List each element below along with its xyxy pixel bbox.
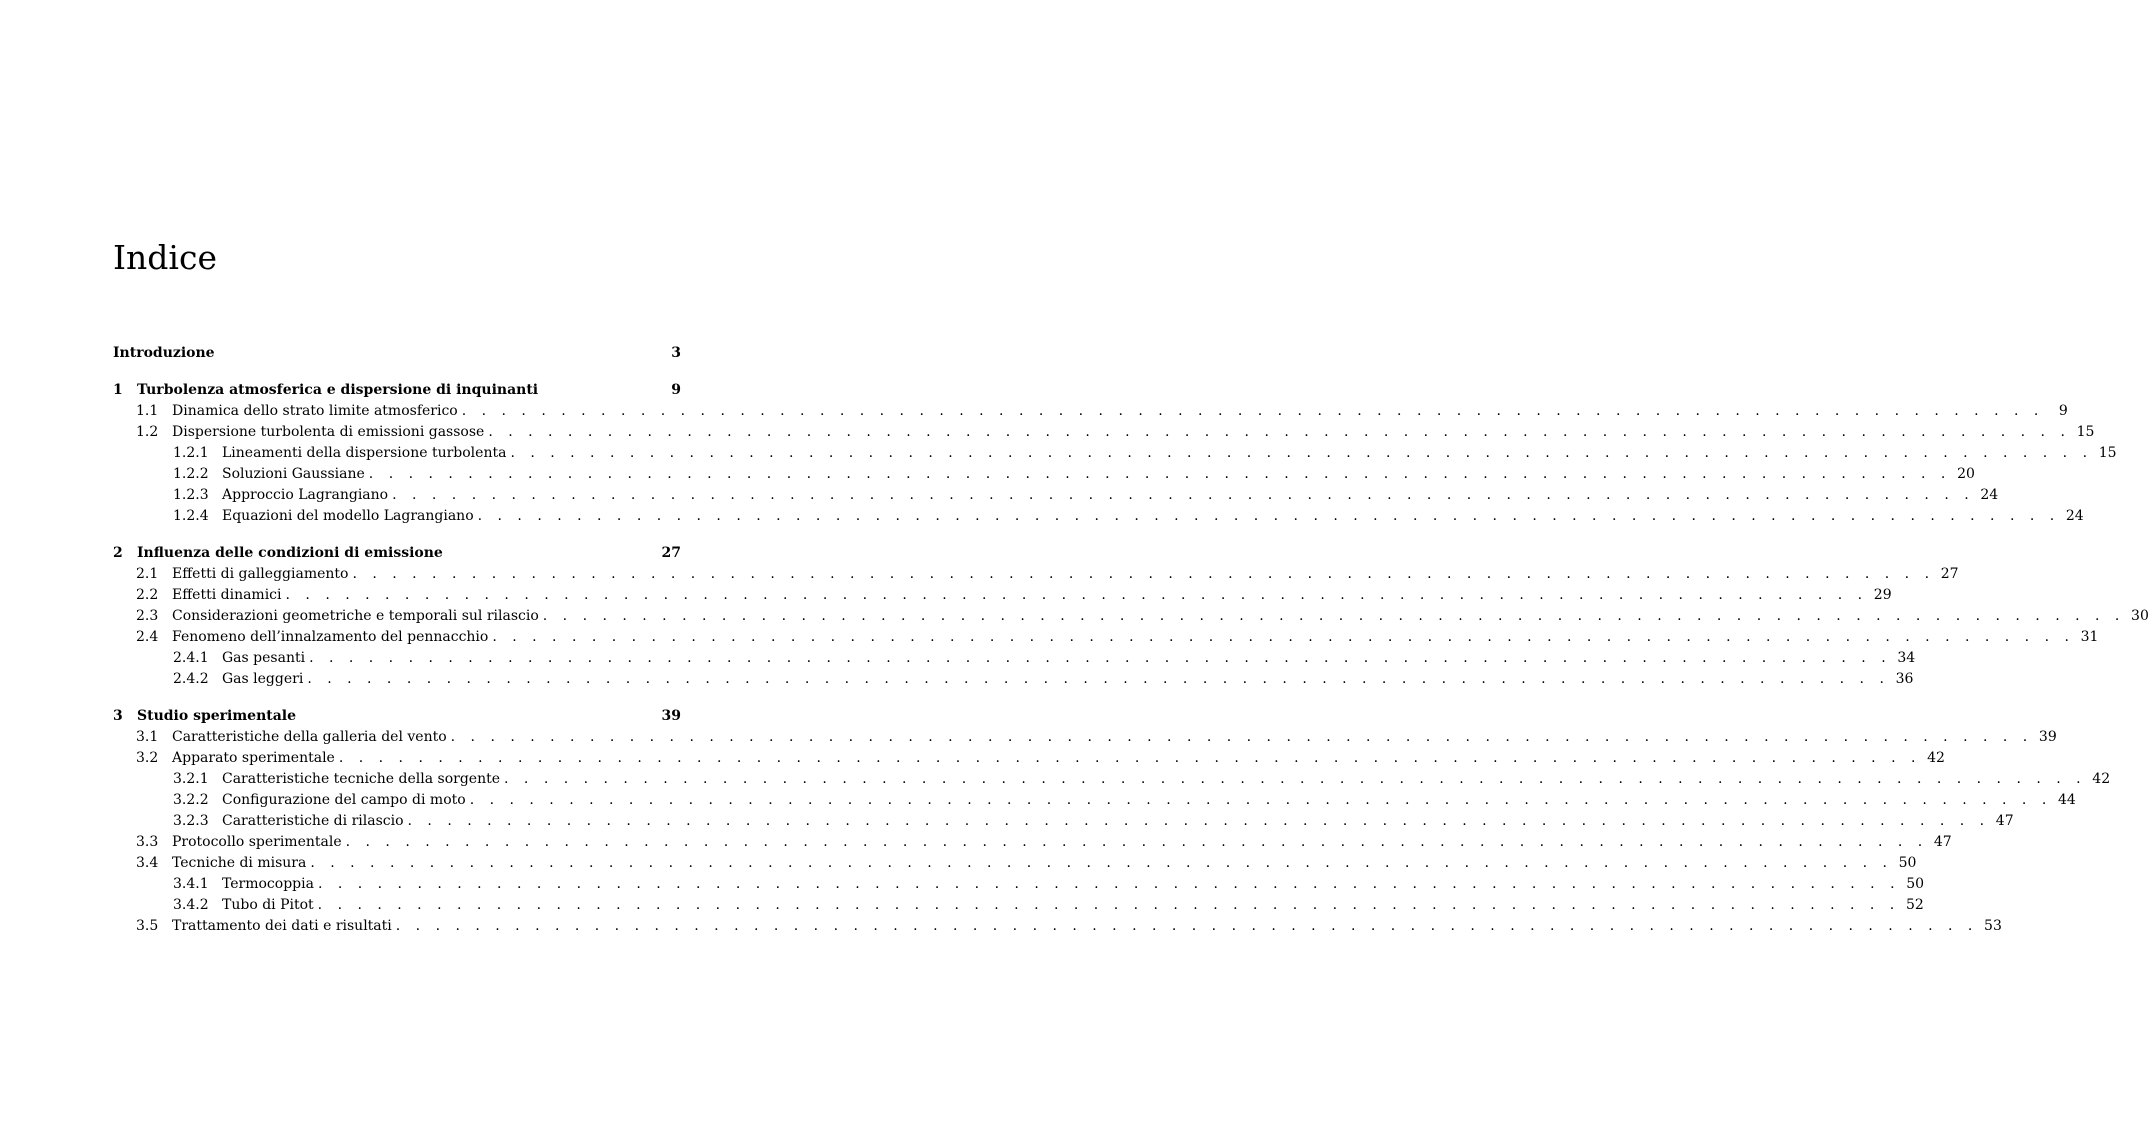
toc-entry-title: Protocollo sperimentale [172,834,342,850]
toc-section-number: 3.2.1 [173,771,209,787]
toc-entry-title: Influenza delle condizioni di emissione [137,545,443,561]
toc-page-number: 53 [1984,918,2002,934]
toc-section-number: 1.2.2 [173,466,209,482]
toc-dot-leader: . . . . . . . . . . . . . . . . . . . . . . . . . . . . . . . . . . . . . . . . . . . . . . . . . . . . . . . . . . . . . . . . . . . . . . . . . . . . . . . . [392,487,1975,503]
toc-section-number: 3.2.3 [173,813,209,829]
toc-page-number: 52 [1905,897,1924,913]
toc-dot-leader: . . . . . . . . . . . . . . . . . . . . . . . . . . . . . . . . . . . . . . . . . . . . . . . . . . . . . . . . . . . . . . . . . . . . . . . . . . . . . . . . [338,750,1921,766]
toc-entry-title: Soluzioni Gaussiane [222,466,365,482]
toc-entry-title: Apparato sperimentale [172,750,335,766]
toc-subsection[interactable] [113,811,2014,832]
page-title: Indice [113,238,217,277]
toc-dot-leader: . . . . . . . . . . . . . . . . . . . . . . . . . . . . . . . . . . . . . . . . . . . . . . . . . . . . . . . . . . . . . . . . . . . . . . . . . . . . . . . . [504,771,2087,787]
toc-chapter-2[interactable] [113,543,681,564]
toc-page-number: 34 [1897,650,1916,666]
toc-section-number: 1.2 [136,424,159,440]
toc-page-number: 30 [2131,608,2149,624]
toc-subsection[interactable] [113,506,2084,527]
toc-section-number: 3.4.2 [173,897,209,913]
toc-page-number: 47 [1995,813,2014,829]
toc-dot-leader: . . . . . . . . . . . . . . . . . . . . . . . . . . . . . . . . . . . . . . . . . . . . . . . . . . . . . . . . . . . . . . . . . . . . . . . . . . . . . . . . [307,671,1890,687]
toc-subsection[interactable] [113,769,2111,790]
toc-entry-title: Considerazioni geometriche e temporali sul rilascio [172,608,539,624]
toc-entry-title: Dinamica dello strato limite atmosferico [172,403,458,419]
toc-subsection[interactable] [113,648,1916,669]
toc-dot-leader: . . . . . . . . . . . . . . . . . . . . . . . . . . . . . . . . . . . . . . . . . . . . . . . . . . . . . . . . . . . . . . . . . . . . . . . . . . . . . . . . [488,424,2071,440]
toc-section-number: 2.4.2 [173,671,209,687]
toc-chapter-1[interactable] [113,380,681,401]
toc-section[interactable] [113,853,1917,874]
toc-section[interactable] [113,606,2149,627]
toc-page-number: 27 [661,545,681,561]
toc-dot-leader: . . . . . . . . . . . . . . . . . . . . . . . . . . . . . . . . . . . . . . . . . . . . . . . . . . . . . . . . . . . . . . . . . . . . . . . . . . . . . . . . [309,650,1892,666]
toc-dot-leader: . . . . . . . . . . . . . . . . . . . . . . . . . . . . . . . . . . . . . . . . . . . . . . . . . . . . . . . . . . . . . . . . . . . . . . . . . . . . . . . . [407,813,1990,829]
toc-dot-leader: . . . . . . . . . . . . . . . . . . . . . . . . . . . . . . . . . . . . . . . . . . . . . . . . . . . . . . . . . . . . . . . . . . . . . . . . . . . . . . . . [317,897,1900,913]
toc-dot-leader: . . . . . . . . . . . . . . . . . . . . . . . . . . . . . . . . . . . . . . . . . . . . . . . . . . . . . . . . . . . . . . . . . . . . . . . . . . . . . . . . [469,792,2052,808]
toc-section-number: 1.1 [136,403,159,419]
toc-entry-title: Dispersione turbolenta di emissioni gassose [172,424,485,440]
toc-dot-leader: . . . . . . . . . . . . . . . . . . . . . . . . . . . . . . . . . . . . . . . . . . . . . . . . . . . . . . . . . . . . . . . . . . . . . . . . . . . . . . . . [368,466,1951,482]
toc-entry-title: Trattamento dei dati e risultati [172,918,392,934]
toc-page-number: 9 [671,382,681,398]
toc-chapter-number: 3 [113,708,123,724]
toc-page-number: 3 [671,345,681,361]
toc-dot-leader: . . . . . . . . . . . . . . . . . . . . . . . . . . . . . . . . . . . . . . . . . . . . . . . . . . . . . . . . . . . . . . . . . . . . . . . . . . . . . . . . [461,403,2044,419]
toc-entry-title: Gas pesanti [222,650,306,666]
toc-entry-title: Tecniche di misura [172,855,307,871]
toc-section[interactable] [113,401,2068,422]
toc-section-number: 1.2.3 [173,487,209,503]
toc-chapter-number: 2 [113,545,123,561]
toc-dot-leader: . . . . . . . . . . . . . . . . . . . . . . . . . . . . . . . . . . . . . . . . . . . . . . . . . . . . . . . . . . . . . . . . . . . . . . . . . . . . . . . . [345,834,1928,850]
table-of-contents [113,343,2149,937]
toc-section-number: 2.3 [136,608,159,624]
toc-entry-title: Caratteristiche di rilascio [222,813,404,829]
toc-entry-title: Studio sperimentale [137,708,297,724]
toc-dot-leader: . . . . . . . . . . . . . . . . . . . . . . . . . . . . . . . . . . . . . . . . . . . . . . . . . . . . . . . . . . . . . . . . . . . . . . . . . . . . . . . . [510,445,2093,461]
toc-entry-title: Configurazione del campo di moto [222,792,466,808]
toc-page-number: 39 [2038,729,2057,745]
toc-page-number: 42 [1927,750,1945,766]
toc-page-number: 42 [2092,771,2111,787]
toc-section-number: 3.3 [136,834,159,850]
toc-section[interactable] [113,832,1952,853]
toc-page-number: 31 [2080,629,2099,645]
toc-dot-leader: . . . . . . . . . . . . . . . . . . . . . . . . . . . . . . . . . . . . . . . . . . . . . . . . . . . . . . . . . . . . . . . . . . . . . . . . . . . . . . . . [395,918,1978,934]
toc-entry-title: Gas leggeri [222,671,304,687]
toc-subsection[interactable] [113,464,1975,485]
toc-section-number: 3.2.2 [173,792,209,808]
toc-introduction[interactable] [113,343,681,364]
toc-section[interactable] [113,422,2095,443]
toc-page-number: 24 [1980,487,1999,503]
toc-entry-title: Tubo di Pitot [222,897,314,913]
toc-subsection[interactable] [113,790,2076,811]
toc-entry-title: Termocoppia [222,876,314,892]
toc-page-number: 9 [2058,403,2068,419]
toc-section-number: 2.1 [136,566,159,582]
toc-section-number: 2.4.1 [173,650,209,666]
toc-section-number: 3.5 [136,918,159,934]
toc-dot-leader: . . . . . . . . . . . . . . . . . . . . . . . . . . . . . . . . . . . . . . . . . . . . . . . . . . . . . . . . . . . . . . . . . . . . . . . . . . . . . . . . [477,508,2060,524]
toc-entry-title: Equazioni del modello Lagrangiano [222,508,474,524]
toc-dot-leader: . . . . . . . . . . . . . . . . . . . . . . . . . . . . . . . . . . . . . . . . . . . . . . . . . . . . . . . . . . . . . . . . . . . . . . . . . . . . . . . . [542,608,2125,624]
toc-subsection[interactable] [113,895,1924,916]
toc-section-number: 1.2.1 [173,445,209,461]
toc-page-number: 47 [1933,834,1952,850]
toc-entry-title: Fenomeno dell’innalzamento del pennacchio [172,629,489,645]
toc-entry-title: Caratteristiche tecniche della sorgente [222,771,501,787]
toc-subsection[interactable] [113,443,2117,464]
toc-page-number: 15 [2076,424,2095,440]
toc-section[interactable] [113,727,2057,748]
toc-dot-leader: . . . . . . . . . . . . . . . . . . . . . . . . . . . . . . . . . . . . . . . . . . . . . . . . . . . . . . . . . . . . . . . . . . . . . . . . . . . . . . . . [352,566,1935,582]
toc-page-number: 15 [2098,445,2117,461]
toc-page-number: 36 [1895,671,1914,687]
toc-section-number: 3.4.1 [173,876,209,892]
toc-page-number: 44 [2057,792,2076,808]
toc-entry-title: Approccio Lagrangiano [222,487,389,503]
toc-section-number: 2.4 [136,629,159,645]
toc-section[interactable] [113,916,2002,937]
toc-chapter-3[interactable] [113,706,681,727]
toc-page-number: 39 [661,708,681,724]
toc-section[interactable] [113,564,1959,585]
toc-page-number: 50 [1898,855,1917,871]
toc-subsection[interactable] [113,874,1925,895]
toc-subsection[interactable] [113,669,1914,690]
toc-entry-title: Caratteristiche della galleria del vento [172,729,447,745]
toc-section-number: 3.2 [136,750,159,766]
toc-page-number: 27 [1940,566,1959,582]
toc-page-number: 50 [1906,876,1925,892]
toc-page-number: 29 [1873,587,1892,603]
toc-dot-leader: . . . . . . . . . . . . . . . . . . . . . . . . . . . . . . . . . . . . . . . . . . . . . . . . . . . . . . . . . . . . . . . . . . . . . . . . . . . . . . . . [285,587,1868,603]
toc-dot-leader: . . . . . . . . . . . . . . . . . . . . . . . . . . . . . . . . . . . . . . . . . . . . . . . . . . . . . . . . . . . . . . . . . . . . . . . . . . . . . . . . [310,855,1893,871]
toc-section-number: 3.1 [136,729,159,745]
toc-chapter-number: 1 [113,382,123,398]
toc-dot-leader: . . . . . . . . . . . . . . . . . . . . . . . . . . . . . . . . . . . . . . . . . . . . . . . . . . . . . . . . . . . . . . . . . . . . . . . . . . . . . . . . [450,729,2033,745]
toc-page-number: 24 [2065,508,2084,524]
toc-section-number: 3.4 [136,855,159,871]
toc-entry-title: Turbolenza atmosferica e dispersione di inquinanti [137,382,539,398]
toc-entry-title: Effetti di galleggiamento [172,566,349,582]
toc-section-number: 2.2 [136,587,159,603]
toc-dot-leader: . . . . . . . . . . . . . . . . . . . . . . . . . . . . . . . . . . . . . . . . . . . . . . . . . . . . . . . . . . . . . . . . . . . . . . . . . . . . . . . . [317,876,1901,892]
toc-page-number: 20 [1957,466,1975,482]
toc-section[interactable] [113,627,2099,648]
toc-subsection[interactable] [113,485,1999,506]
toc-section[interactable] [113,585,1892,606]
toc-dot-leader: . . . . . . . . . . . . . . . . . . . . . . . . . . . . . . . . . . . . . . . . . . . . . . . . . . . . . . . . . . . . . . . . . . . . . . . . . . . . . . . . [492,629,2075,645]
toc-entry-title: Effetti dinamici [172,587,282,603]
toc-entry-title: Lineamenti della dispersione turbolenta [222,445,507,461]
toc-section-number: 1.2.4 [173,508,209,524]
toc-entry-title: Introduzione [113,345,215,361]
toc-section[interactable] [113,748,1945,769]
